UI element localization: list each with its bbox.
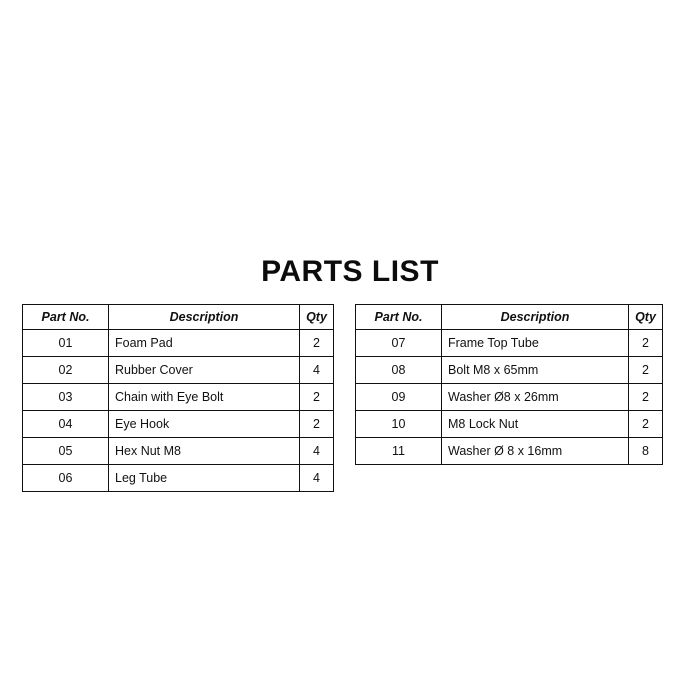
cell-description: Rubber Cover [109,357,300,384]
page-title: PARTS LIST [261,255,439,288]
table-row [23,411,334,438]
cell-qty: 8 [629,438,663,465]
cell-qty: 2 [300,384,334,411]
cell-part-no: 03 [23,384,109,411]
cell-description: M8 Lock Nut [442,411,629,438]
cell-description: Eye Hook [109,411,300,438]
cell-qty: 2 [300,411,334,438]
table-row [23,465,334,492]
cell-qty: 2 [629,330,663,357]
cell-qty: 4 [300,465,334,492]
cell-part-no: 04 [23,411,109,438]
cell-description: Chain with Eye Bolt [109,384,300,411]
cell-qty: 2 [629,411,663,438]
table-row [23,330,334,357]
table-row [356,438,663,465]
cell-part-no: 08 [356,357,442,384]
table-row [356,411,663,438]
column-header-description: Description [109,305,300,330]
cell-qty: 2 [300,330,334,357]
cell-part-no: 01 [23,330,109,357]
cell-part-no: 09 [356,384,442,411]
parts-table-left [22,304,334,492]
cell-part-no: 07 [356,330,442,357]
cell-part-no: 10 [356,411,442,438]
cell-description: Washer Ø 8 x 16mm [442,438,629,465]
cell-qty: 2 [629,357,663,384]
parts-tables-container [0,304,700,514]
column-header-qty: Qty [300,305,334,330]
table-header-row [356,305,663,330]
column-header-part-no: Part No. [356,305,442,330]
table-row [356,330,663,357]
column-header-part-no: Part No. [23,305,109,330]
cell-description: Hex Nut M8 [109,438,300,465]
cell-description: Bolt M8 x 65mm [442,357,629,384]
table-row [356,384,663,411]
cell-description: Washer Ø8 x 26mm [442,384,629,411]
cell-description: Foam Pad [109,330,300,357]
column-header-qty: Qty [629,305,663,330]
table-row [23,384,334,411]
cell-qty: 4 [300,438,334,465]
cell-description: Frame Top Tube [442,330,629,357]
cell-qty: 2 [629,384,663,411]
column-header-description: Description [442,305,629,330]
cell-part-no: 05 [23,438,109,465]
table-row [23,357,334,384]
cell-description: Leg Tube [109,465,300,492]
table-row [356,357,663,384]
table-row [23,438,334,465]
cell-part-no: 11 [356,438,442,465]
parts-table-right [355,304,663,465]
cell-part-no: 02 [23,357,109,384]
cell-part-no: 06 [23,465,109,492]
cell-qty: 4 [300,357,334,384]
table-header-row [23,305,334,330]
